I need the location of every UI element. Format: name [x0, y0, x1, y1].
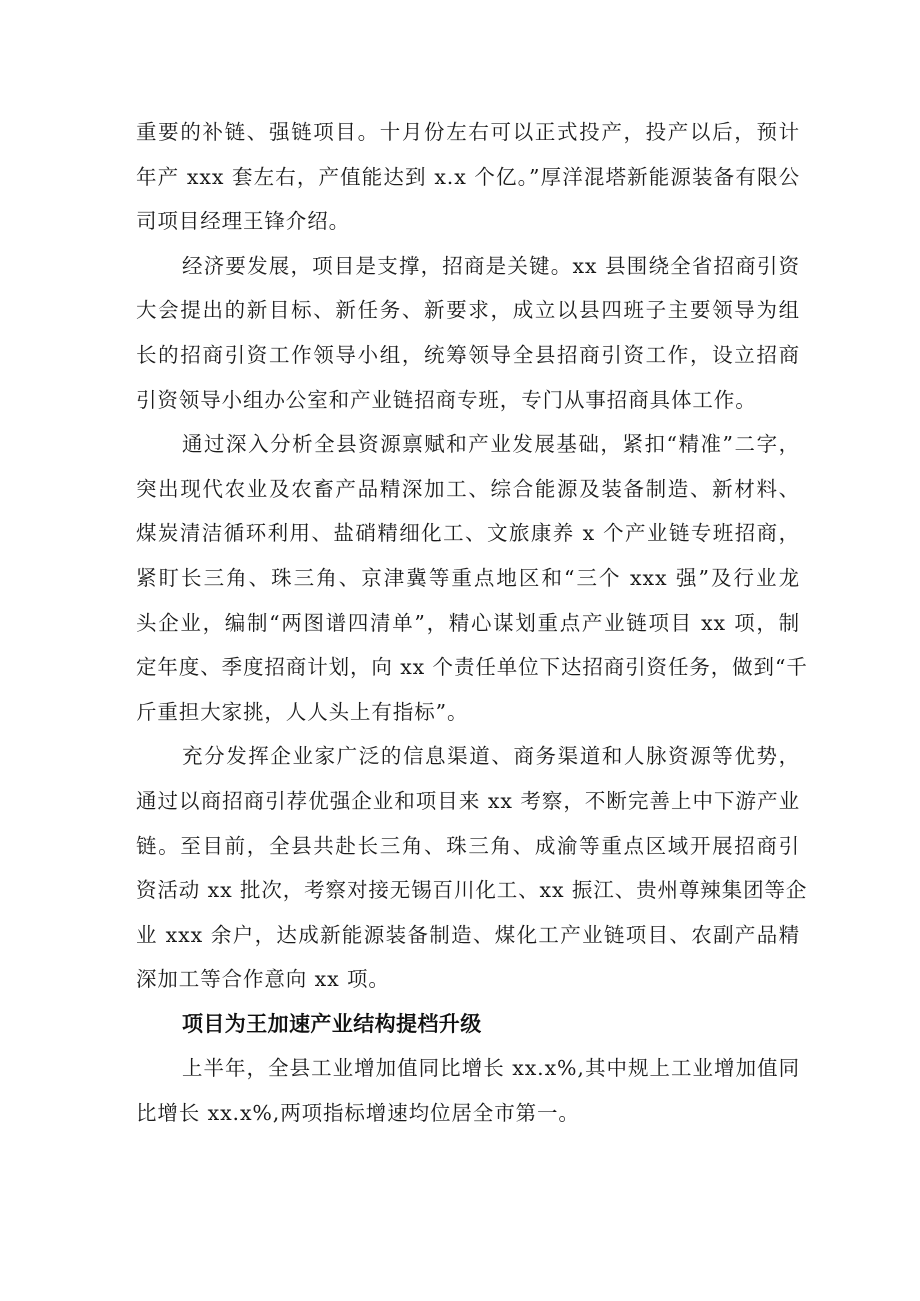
paragraph-3: [136, 422, 808, 734]
paragraph-line: 深加工等合作意向 xx 项。: [136, 967, 390, 992]
paragraph-line: 资活动 xx 批次，考察对接无锡百川化工、xx 振江、贵州尊辣集团等企: [136, 878, 808, 903]
paragraph-line: 定年度、季度招商计划，向 xx 个责任单位下达招商引资任务，做到“千: [136, 655, 808, 680]
paragraph-line: 斤重担大家挑，人人头上有指标”。: [136, 699, 469, 724]
paragraph-line: 引资领导小组办公室和产业链招商专班，专门从事招商具体工作。: [136, 387, 757, 412]
paragraph-line: 通过深入分析全县资源禀赋和产业发展基础，紧扣“精准”二字，: [182, 432, 800, 457]
paragraph-line: 业 xxx 余户，达成新能源装备制造、煤化工产业链项目、农副产品精: [136, 922, 800, 947]
paragraph-line: 司项目经理王锋介绍。: [136, 209, 350, 234]
paragraph-line: 紧盯长三角、珠三角、京津冀等重点地区和“三个 xxx 强”及行业龙: [136, 565, 800, 590]
paragraph-line: 重要的补链、强链项目。十月份左右可以正式投产，投产以后，预计: [136, 120, 800, 144]
paragraph-line: 年产 xxx 套左右，产值能达到 x.x 个亿。”厚洋混塔新能源装备有限公: [136, 164, 800, 189]
paragraph-line: 通过以商招商引荐优强企业和项目来 xx 考察，不断完善上中下游产业: [136, 788, 800, 813]
section-heading: 项目为王加速产业结构提档升级: [182, 1011, 482, 1036]
paragraph-line: 突出现代农业及农畜产品精深加工、综合能源及装备制造、新材料、: [136, 476, 800, 501]
paragraph-4: [136, 734, 808, 1002]
paragraph-line: 长的招商引资工作领导小组，统筹领导全县招商引资工作，设立招商: [136, 342, 800, 367]
paragraph-line: 上半年，全县工业增加值同比增长 xx.x%,其中规上工业增加值同: [182, 1056, 800, 1081]
document-body: [136, 110, 808, 1136]
paragraph-line: 充分发挥企业家广泛的信息渠道、商务渠道和人脉资源等优势，: [182, 744, 800, 769]
paragraph-line: 头企业，编制“两图谱四清单”，精心谋划重点产业链项目 xx 项，制: [136, 610, 800, 635]
paragraph-2: [136, 244, 800, 422]
paragraph-line: 链。至目前，全县共赴长三角、珠三角、成渝等重点区域开展招商引: [136, 833, 800, 858]
paragraph-line: 煤炭清洁循环利用、盐硝精细化工、文旅康养 x 个产业链专班招商，: [136, 521, 800, 546]
closing-paragraph: [136, 1046, 800, 1135]
paragraph-line: 比增长 xx.x%,两项指标增速均位居全市第一。: [136, 1101, 580, 1126]
paragraph-1: [136, 110, 800, 244]
paragraph-line: 大会提出的新目标、新任务、新要求，成立以县四班子主要领导为组: [136, 298, 800, 323]
paragraph-line: 经济要发展，项目是支撑，招商是关键。xx 县围绕全省招商引资: [182, 253, 800, 278]
